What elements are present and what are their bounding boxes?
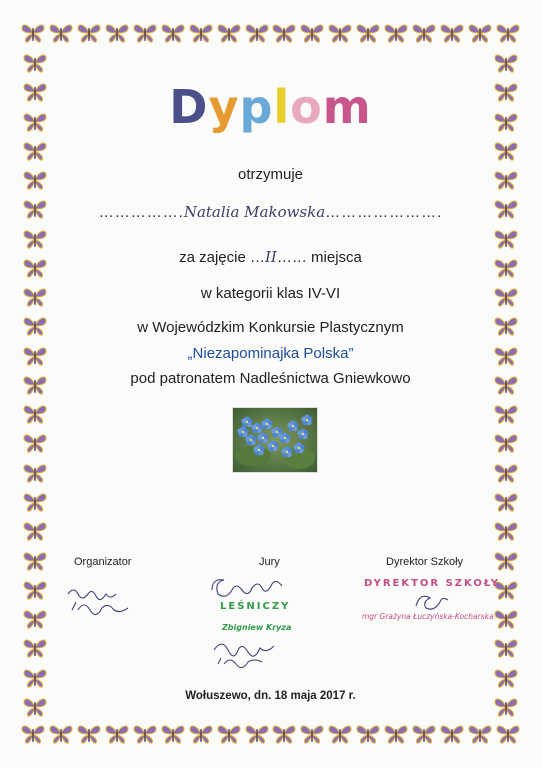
butterfly-icon: [493, 403, 519, 425]
butterfly-icon: [48, 22, 74, 44]
butterfly-border-bottom: [20, 723, 521, 745]
place-prefix: za zajęcie …: [179, 249, 265, 266]
butterfly-icon: [160, 723, 186, 745]
butterfly-icon: [355, 22, 381, 44]
stamp-director-name: mgr Grażyna Łuczyńska-Kocharska: [362, 612, 494, 621]
butterfly-icon: [20, 22, 46, 44]
butterfly-icon: [22, 403, 48, 425]
butterfly-icon: [493, 550, 519, 572]
butterfly-icon: [411, 22, 437, 44]
butterfly-icon: [132, 723, 158, 745]
butterfly-icon: [493, 608, 519, 630]
stamp-lesniczy: LEŚNICZY: [220, 601, 291, 612]
butterfly-icon: [383, 723, 409, 745]
butterfly-icon: [493, 432, 519, 454]
butterfly-icon: [493, 52, 519, 74]
butterfly-icon: [493, 667, 519, 689]
butterfly-icon: [327, 723, 353, 745]
butterfly-icon: [467, 22, 493, 44]
title-letter: o: [290, 80, 323, 134]
organizer-label: Organizator: [74, 556, 132, 568]
butterfly-icon: [271, 723, 297, 745]
butterfly-icon: [22, 637, 48, 659]
title-letter: l: [273, 80, 291, 134]
contest-name: „Niezapominajka Polska”: [187, 345, 354, 362]
butterfly-icon: [20, 723, 46, 745]
butterfly-icon: [22, 491, 48, 513]
butterfly-icon: [495, 22, 521, 44]
butterfly-icon: [493, 637, 519, 659]
butterfly-icon: [76, 22, 102, 44]
butterfly-icon: [76, 723, 102, 745]
butterfly-icon: [439, 723, 465, 745]
director-label: Dyrektor Szkoły: [386, 556, 464, 568]
butterfly-icon: [188, 22, 214, 44]
patronage-text: pod patronatem Nadleśnictwa Gniewkowo: [130, 370, 411, 387]
butterfly-icon: [188, 723, 214, 745]
place-line: [0, 248, 541, 266]
butterfly-icon: [271, 22, 297, 44]
butterfly-icon: [22, 520, 48, 542]
butterfly-icon: [160, 22, 186, 44]
butterfly-icon: [216, 723, 242, 745]
diploma-title: [0, 80, 541, 134]
butterfly-icon: [104, 723, 130, 745]
butterfly-icon: [22, 228, 48, 250]
name-dots-after: ………………….: [325, 204, 443, 221]
butterfly-icon: [439, 22, 465, 44]
butterfly-icon: [383, 22, 409, 44]
butterfly-icon: [355, 723, 381, 745]
stamp-jury-name: Zbigniew Kryza: [222, 623, 292, 632]
butterfly-icon: [22, 550, 48, 572]
butterfly-icon: [132, 22, 158, 44]
title-letter: y: [208, 80, 240, 134]
director-signature: [412, 588, 452, 614]
name-dots-before: …………….: [98, 204, 184, 221]
butterfly-icon: [495, 723, 521, 745]
butterfly-icon: [493, 491, 519, 513]
title-letter: D: [169, 80, 209, 134]
receives-text: otrzymuje: [237, 166, 304, 183]
competition-text: w Wojewódzkim Konkursie Plastycznym: [137, 319, 404, 336]
butterfly-icon: [22, 608, 48, 630]
butterfly-icon: [22, 140, 48, 162]
jury-label: Jury: [259, 556, 280, 568]
butterfly-icon: [22, 432, 48, 454]
butterfly-border-top: [20, 22, 521, 44]
organizer-signature: [64, 584, 134, 616]
butterfly-icon: [411, 723, 437, 745]
butterfly-icon: [327, 22, 353, 44]
butterfly-icon: [493, 520, 519, 542]
butterfly-icon: [244, 723, 270, 745]
butterfly-icon: [467, 723, 493, 745]
butterfly-icon: [299, 723, 325, 745]
butterfly-icon: [493, 462, 519, 484]
butterfly-icon: [22, 462, 48, 484]
title-letter: m: [322, 80, 372, 134]
jury-signature-2: [208, 636, 288, 668]
butterfly-icon: [22, 579, 48, 601]
butterfly-icon: [22, 667, 48, 689]
butterfly-icon: [48, 723, 74, 745]
flower-image: [233, 408, 317, 472]
recipient-line: [0, 203, 541, 221]
butterfly-icon: [22, 52, 48, 74]
recipient-name: Natalia Makowska: [183, 203, 326, 221]
place-suffix: …… miejsca: [276, 249, 362, 266]
butterfly-icon: [493, 140, 519, 162]
butterfly-icon: [244, 22, 270, 44]
jury-signature-1: [206, 572, 296, 602]
forget-me-not-photo: [232, 407, 318, 473]
butterfly-icon: [104, 22, 130, 44]
stamp-director: DYREKTOR SZKOŁY: [364, 578, 500, 589]
place-date: Wołuszewo, dn. 18 maja 2017 r.: [185, 690, 356, 702]
category-text: w kategorii klas IV-VI: [200, 285, 341, 302]
butterfly-icon: [216, 22, 242, 44]
butterfly-icon: [493, 228, 519, 250]
place-value: II: [265, 248, 277, 266]
title-letter: p: [239, 80, 274, 134]
butterfly-icon: [299, 22, 325, 44]
